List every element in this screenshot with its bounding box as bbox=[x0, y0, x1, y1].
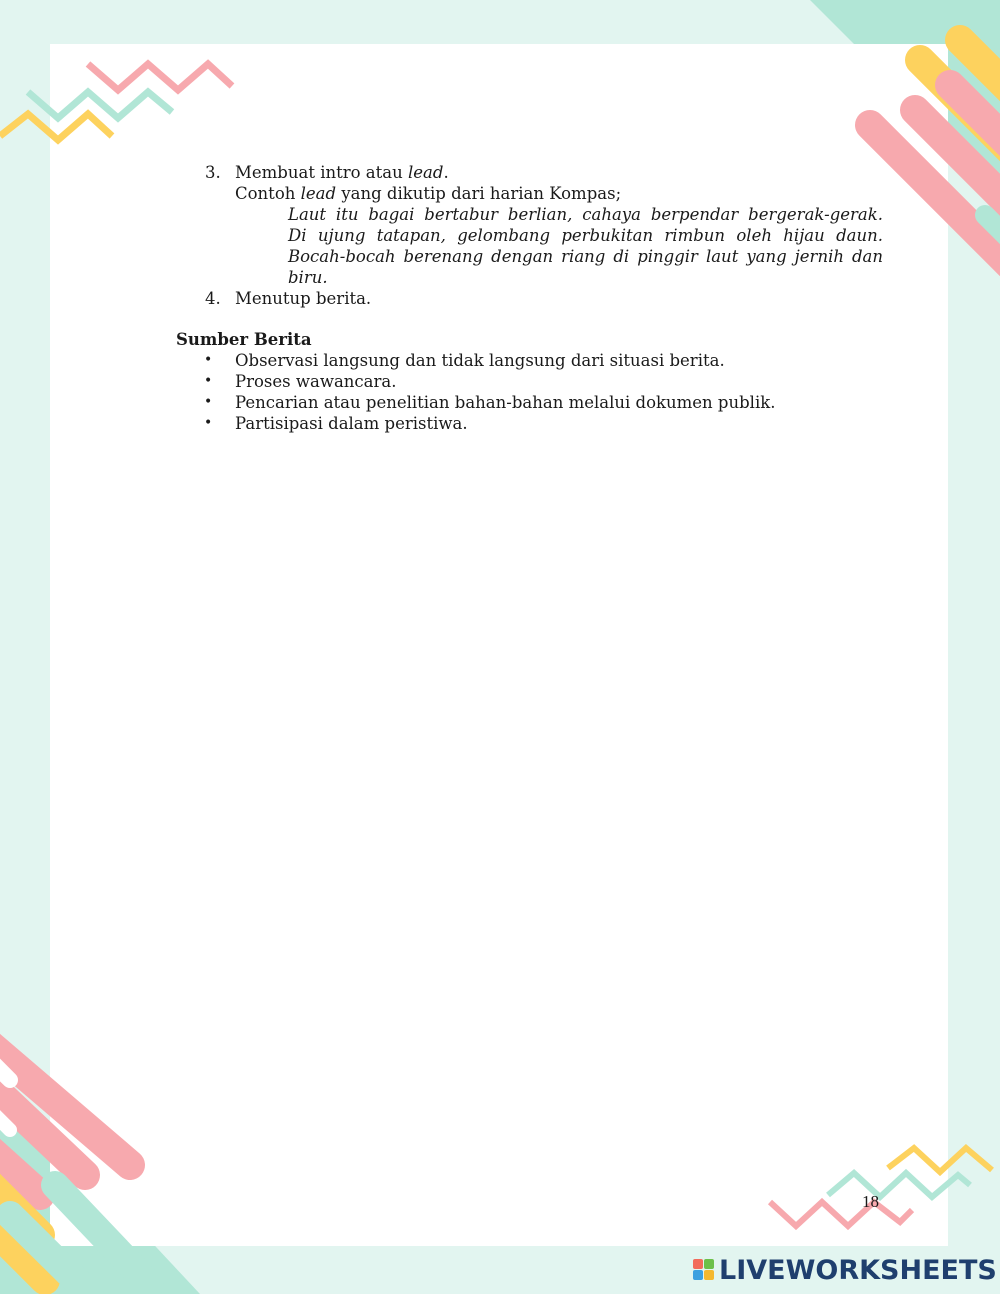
page-number: 18 bbox=[862, 1192, 879, 1211]
bullet: • bbox=[204, 415, 213, 431]
brand-name: LIVEWORKSHEETS bbox=[719, 1254, 997, 1286]
source-item: Proses wawancara. bbox=[235, 372, 397, 391]
liveworksheets-logo[interactable] bbox=[693, 1253, 997, 1287]
quote-line: Di ujung tatapan, gelombang perbukitan rimbun oleh hijau daun. bbox=[288, 226, 883, 245]
list-number-3: 3. bbox=[205, 163, 221, 182]
section-heading: Sumber Berita bbox=[176, 330, 312, 349]
bullet: • bbox=[204, 373, 213, 389]
example-intro: Contoh lead yang dikutip dari harian Kompas; bbox=[235, 184, 622, 203]
list-item-3-title: Membuat intro atau lead. bbox=[235, 163, 449, 182]
source-item: Partisipasi dalam peristiwa. bbox=[235, 414, 468, 433]
quote-line: Laut itu bagai bertabur berlian, cahaya berpendar bergerak-gerak. bbox=[288, 205, 883, 224]
lead-quote bbox=[288, 204, 883, 288]
source-item: Pencarian atau penelitian bahan-bahan melalui dokumen publik. bbox=[235, 393, 776, 412]
bullet: • bbox=[204, 352, 213, 368]
quote-line: biru. bbox=[288, 268, 328, 287]
source-item: Observasi langsung dan tidak langsung dari situasi berita. bbox=[235, 351, 725, 370]
liveworksheets-icon bbox=[693, 1259, 715, 1281]
quote-line: Bocah-bocah berenang dengan riang di pinggir laut yang jernih dan bbox=[288, 247, 883, 266]
list-number-4: 4. bbox=[205, 289, 221, 308]
bullet: • bbox=[204, 394, 213, 410]
list-item-4-text: Menutup berita. bbox=[235, 289, 372, 308]
